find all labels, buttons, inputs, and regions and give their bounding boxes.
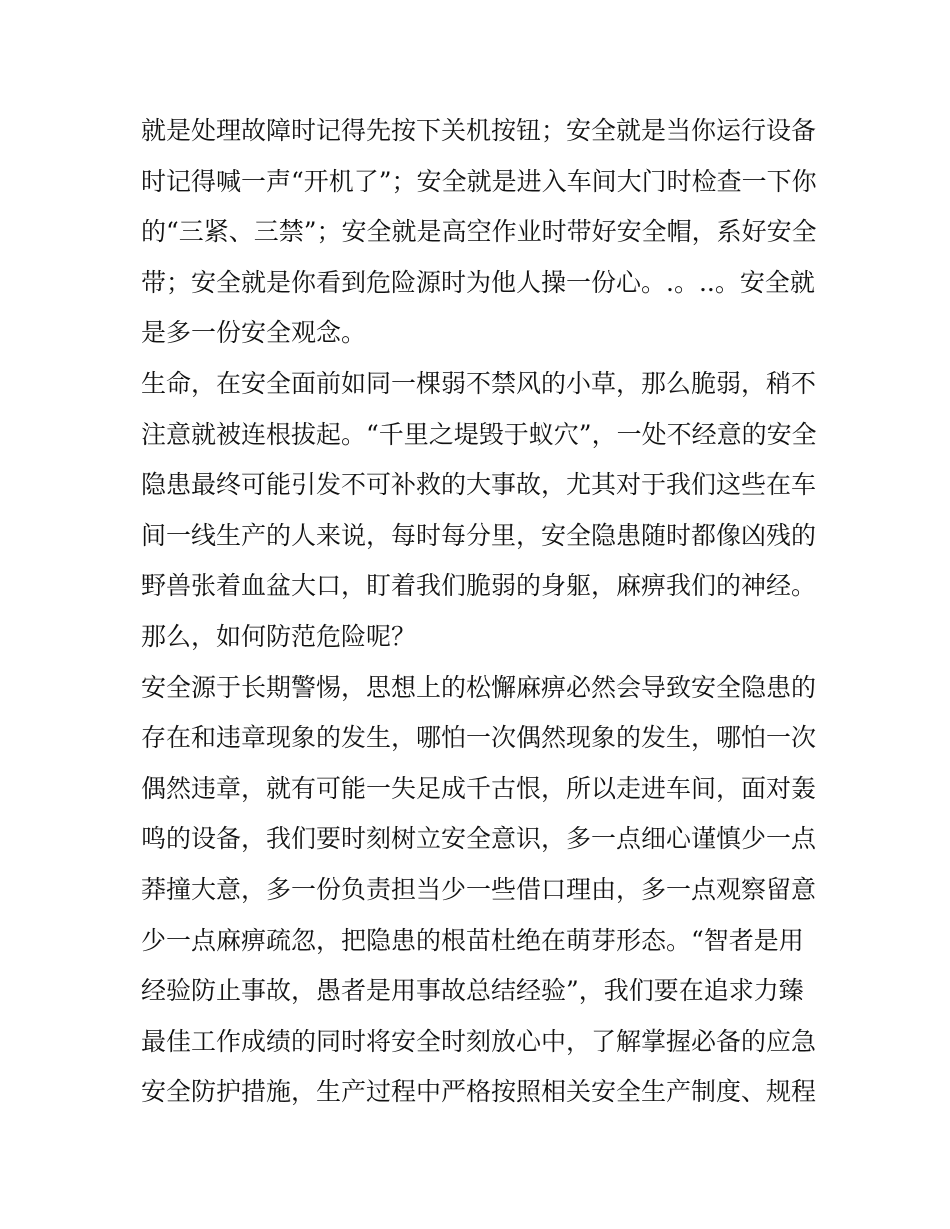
text-line: 的“三紧、三禁”；安全就是高空作业时带好安全帽，系好安全	[141, 217, 817, 247]
text-line: 少一点麻痹疏忽，把隐患的根苗杜绝在萌芽形态。“智者是用	[141, 925, 804, 955]
text-line: 就是处理故障时记得先按下关机按钮；安全就是当你运行设备	[141, 116, 817, 145]
text-line: 间一线生产的人来说，每时每分里，安全隐患随时都像凶残的	[141, 520, 817, 550]
text-line: 安全防护措施，生产过程中严格按照相关安全生产制度、规程	[141, 1077, 817, 1107]
text-line: 是多一份安全观念。	[141, 318, 367, 348]
text-line: 生命，在安全面前如同一棵弱不禁风的小草，那么脆弱，稍不	[141, 368, 817, 398]
text-line: 鸣的设备，我们要时刻树立安全意识，多一点细心谨慎少一点	[141, 824, 817, 854]
text-line: 隐患最终可能引发不可补救的大事故，尤其对于我们这些在车	[141, 470, 817, 500]
text-line: 存在和违章现象的发生，哪怕一次偶然现象的发生，哪怕一次	[141, 723, 817, 753]
body-text	[141, 106, 821, 1118]
text-line: 带；安全就是你看到危险源时为他人操一份心。.。..。安全就	[141, 267, 815, 297]
text-line: 野兽张着血盆大口，盯着我们脆弱的身躯，麻痹我们的神经。	[141, 571, 817, 601]
text-line: 时记得喊一声“开机了”；安全就是进入车间大门时检查一下你	[141, 166, 817, 196]
text-line: 那么，如何防范危险呢？	[141, 621, 417, 651]
text-line: 注意就被连根拔起。“千里之堤毁于蚁穴”，一处不经意的安全	[141, 419, 817, 449]
text-line: 安全源于长期警惕，思想上的松懈麻痹必然会导致安全隐患的	[141, 672, 817, 702]
text-line: 经验防止事故，愚者是用事故总结经验”，我们要在追求力臻	[141, 976, 804, 1006]
text-line: 偶然违章，就有可能一失足成千古恨，所以走进车间，面对轰	[141, 773, 817, 803]
text-line: 最佳工作成绩的同时将安全时刻放心中，了解掌握必备的应急	[141, 1026, 817, 1056]
text-line: 莽撞大意，多一份负责担当少一些借口理由，多一点观察留意	[141, 874, 817, 904]
